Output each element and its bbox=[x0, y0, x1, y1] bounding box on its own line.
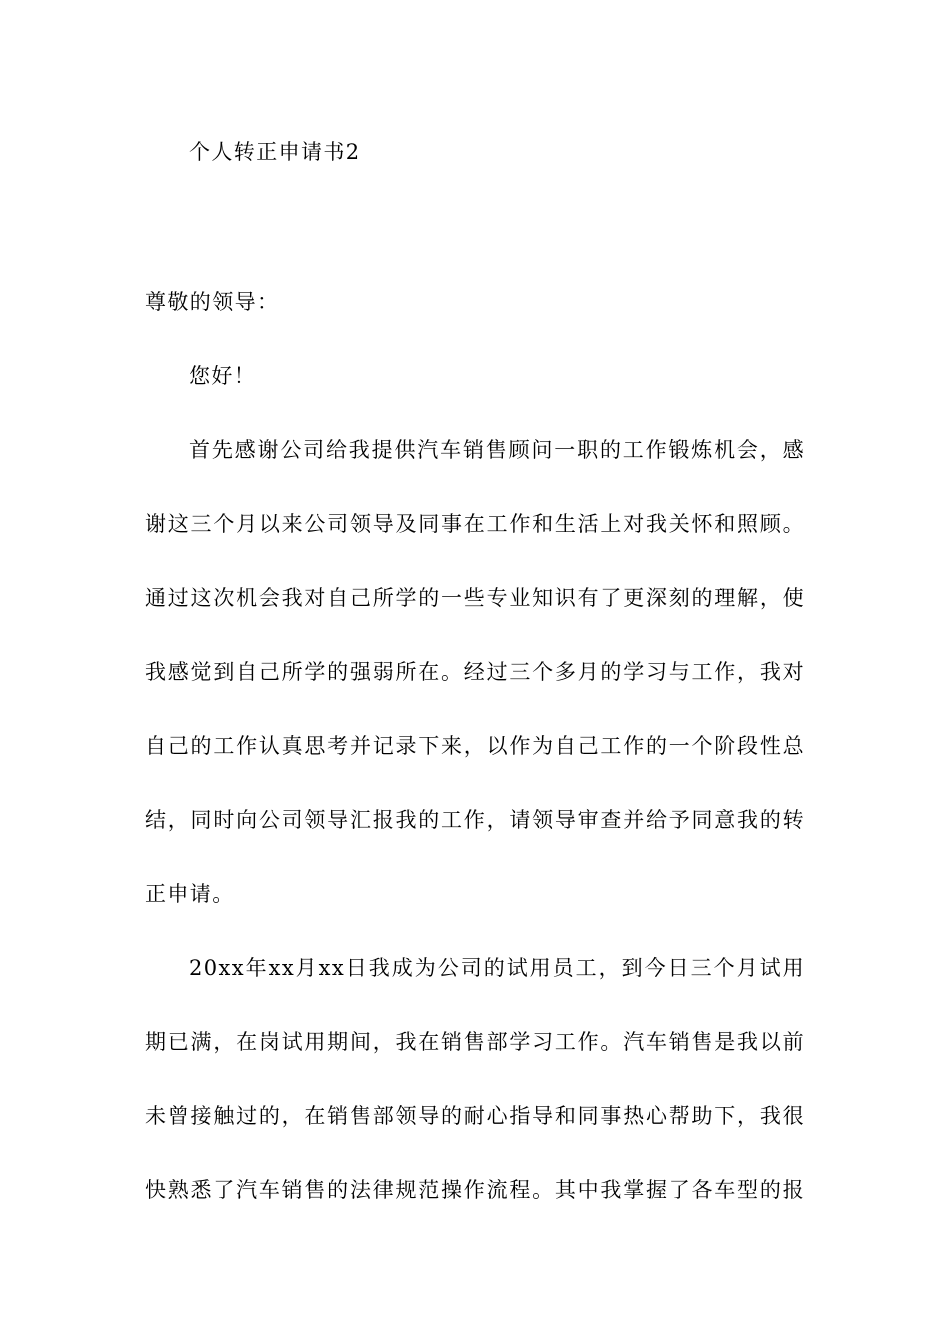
body-line: 谢这三个月以来公司领导及同事在工作和生活上对我关怀和照顾。 bbox=[145, 512, 805, 536]
body-line: 正申请。 bbox=[145, 882, 235, 906]
salutation: 尊敬的领导： bbox=[145, 290, 280, 314]
body-line: 未曾接触过的，在销售部领导的耐心指导和同事热心帮助下，我很 bbox=[145, 1104, 805, 1128]
body-line: 20xx年xx月xx日我成为公司的试用员工，到今日三个月试用 bbox=[189, 956, 805, 980]
greeting: 您好！ bbox=[189, 364, 257, 388]
document-title: 个人转正申请书2 bbox=[189, 140, 361, 164]
body-line: 期已满，在岗试用期间，我在销售部学习工作。汽车销售是我以前 bbox=[145, 1030, 805, 1054]
body-line: 自己的工作认真思考并记录下来，以作为自己工作的一个阶段性总 bbox=[145, 734, 805, 758]
body-line: 结，同时向公司领导汇报我的工作，请领导审查并给予同意我的转 bbox=[145, 808, 805, 832]
body-line: 我感觉到自己所学的强弱所在。经过三个多月的学习与工作，我对 bbox=[145, 660, 805, 684]
body-line: 通过这次机会我对自己所学的一些专业知识有了更深刻的理解，使 bbox=[145, 586, 805, 610]
body-line: 首先感谢公司给我提供汽车销售顾问一职的工作锻炼机会，感 bbox=[189, 438, 805, 462]
body-line: 快熟悉了汽车销售的法律规范操作流程。其中我掌握了各车型的报 bbox=[145, 1178, 805, 1202]
